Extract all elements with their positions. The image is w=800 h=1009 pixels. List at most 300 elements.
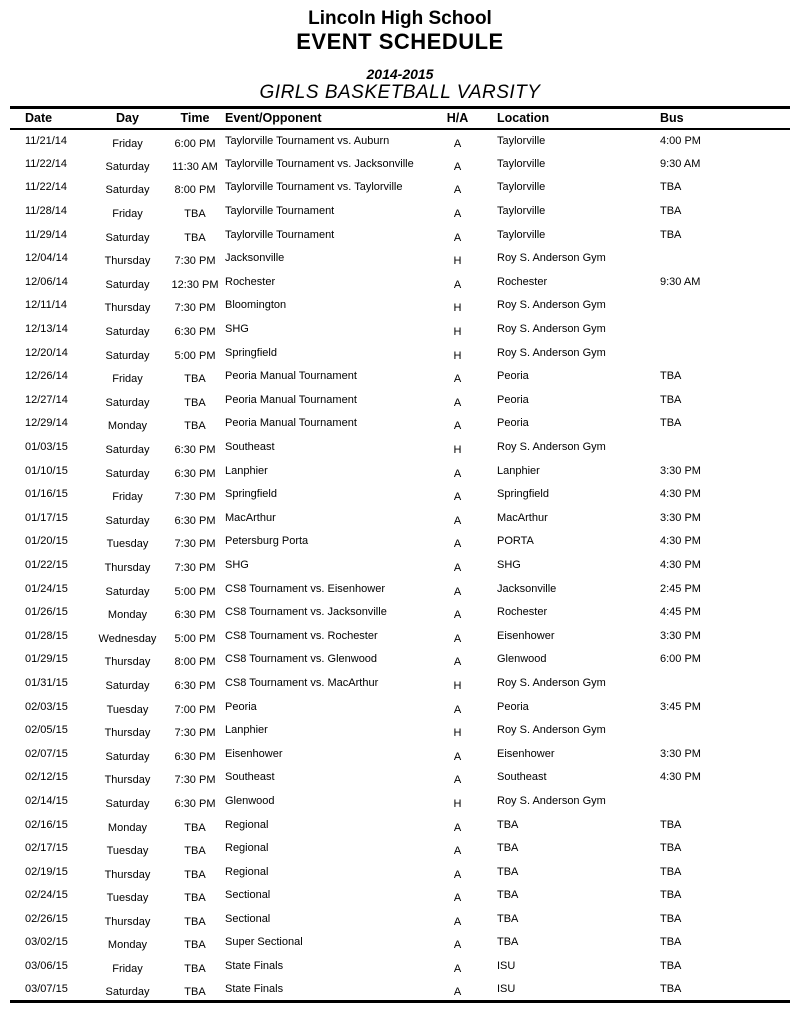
cell-bus: TBA <box>660 393 682 406</box>
cell-bus <box>650 246 790 270</box>
cell-date: 12/06/14 <box>25 275 68 288</box>
cell-ha: A <box>453 160 462 173</box>
cell-event: Eisenhower <box>225 747 283 760</box>
cell-location: Peoria <box>497 393 529 406</box>
cell-time: 11:30 AM <box>172 160 218 173</box>
cell-date: 01/20/15 <box>25 535 68 548</box>
cell-event: Petersburg Porta <box>225 535 309 548</box>
cell-ha: H <box>453 302 462 315</box>
cell-date: 01/16/15 <box>25 488 68 501</box>
column-header-time: Time <box>180 111 210 126</box>
cell-time: 7:00 PM <box>174 703 216 716</box>
cell-bus: TBA <box>660 818 682 831</box>
cell-bus: 4:45 PM <box>660 606 701 619</box>
cell-date: 11/28/14 <box>25 205 68 218</box>
cell-location: Rochester <box>497 275 548 288</box>
cell-time: 6:30 PM <box>174 797 216 810</box>
table-row <box>10 577 790 601</box>
cell-ha: A <box>453 845 462 858</box>
cell-bus <box>650 341 790 365</box>
cell-event: CS8 Tournament vs. Eisenhower <box>225 582 385 595</box>
cell-ha: A <box>453 420 462 433</box>
cell-bus: TBA <box>660 982 682 995</box>
cell-time: 6:30 PM <box>174 609 216 622</box>
cell-event: Rochester <box>225 275 276 288</box>
cell-day: Saturday <box>105 444 150 457</box>
cell-event: SHG <box>225 558 249 571</box>
cell-bus: 2:45 PM <box>660 582 701 595</box>
table-row <box>10 624 790 648</box>
cell-bus: TBA <box>660 842 682 855</box>
cell-location: Eisenhower <box>497 747 555 760</box>
cell-bus <box>650 789 790 813</box>
table-row <box>10 176 790 200</box>
table-row <box>10 530 790 554</box>
cell-bus: 4:00 PM <box>660 134 701 147</box>
table-row <box>10 884 790 908</box>
cell-time: TBA <box>184 396 206 409</box>
cell-time: 6:30 PM <box>174 444 216 457</box>
cell-date: 12/26/14 <box>25 370 68 383</box>
cell-event: Jacksonville <box>225 252 285 265</box>
table-row <box>10 317 790 341</box>
cell-date: 11/22/14 <box>25 157 68 170</box>
cell-location: SHG <box>497 558 521 571</box>
cell-day: Saturday <box>105 750 150 763</box>
cell-location: Peoria <box>497 417 529 430</box>
table-row <box>10 836 790 860</box>
cell-date: 02/05/15 <box>25 724 68 737</box>
cell-time: 7:30 PM <box>174 302 216 315</box>
cell-ha: H <box>453 797 462 810</box>
cell-ha: A <box>453 656 462 669</box>
cell-event: Glenwood <box>225 794 275 807</box>
cell-location: Lanphier <box>497 464 540 477</box>
cell-event: State Finals <box>225 982 284 995</box>
cell-date: 12/11/14 <box>25 299 68 312</box>
cell-date: 03/02/15 <box>25 936 68 949</box>
cell-time: 7:30 PM <box>174 561 216 574</box>
table-row <box>10 860 790 884</box>
cell-location: Glenwood <box>497 653 547 666</box>
cell-day: Monday <box>107 420 148 433</box>
table-row <box>10 695 790 719</box>
schedule-table <box>10 106 790 1003</box>
cell-day: Thursday <box>104 774 151 787</box>
table-row <box>10 199 790 223</box>
cell-ha: A <box>453 467 462 480</box>
cell-date: 01/10/15 <box>25 464 68 477</box>
cell-ha: A <box>453 915 462 928</box>
school-name: Lincoln High School <box>308 8 492 29</box>
cell-event: Sectional <box>225 889 271 902</box>
cell-date: 02/16/15 <box>25 818 68 831</box>
cell-location: Taylorville <box>497 157 546 170</box>
cell-event: Springfield <box>225 346 277 359</box>
cell-ha: A <box>453 939 462 952</box>
cell-day: Thursday <box>104 868 151 881</box>
table-row <box>10 388 790 412</box>
column-header-date: Date <box>25 111 53 126</box>
cell-date: 02/26/15 <box>25 912 68 925</box>
cell-bus: TBA <box>660 889 682 902</box>
cell-day: Thursday <box>104 561 151 574</box>
cell-time: TBA <box>184 939 206 952</box>
cell-bus: TBA <box>660 370 682 383</box>
cell-event: Taylorville Tournament vs. Taylorville <box>225 181 403 194</box>
cell-date: 12/13/14 <box>25 323 68 336</box>
cell-location: Roy S. Anderson Gym <box>497 724 606 737</box>
column-header-event: Event/Opponent <box>225 111 322 126</box>
cell-ha: A <box>453 703 462 716</box>
cell-ha: A <box>453 774 462 787</box>
cell-day: Saturday <box>105 985 150 998</box>
cell-event: Southeast <box>225 441 275 454</box>
cell-location: TBA <box>497 818 519 831</box>
cell-day: Saturday <box>105 326 150 339</box>
cell-ha: H <box>453 679 462 692</box>
cell-time: TBA <box>184 915 206 928</box>
table-row <box>10 671 790 695</box>
cell-day: Saturday <box>105 231 150 244</box>
cell-event: SHG <box>225 323 249 336</box>
cell-location: TBA <box>497 936 519 949</box>
table-row <box>10 600 790 624</box>
cell-day: Thursday <box>104 255 151 268</box>
cell-location: Peoria <box>497 700 529 713</box>
cell-event: Taylorville Tournament vs. Auburn <box>225 134 390 147</box>
cell-event: CS8 Tournament vs. MacArthur <box>225 676 379 689</box>
cell-date: 02/07/15 <box>25 747 68 760</box>
cell-day: Saturday <box>105 184 150 197</box>
cell-event: Southeast <box>225 771 275 784</box>
cell-day: Friday <box>112 208 143 221</box>
cell-date: 11/22/14 <box>25 181 68 194</box>
cell-event: Super Sectional <box>225 936 303 949</box>
cell-time: TBA <box>184 845 206 858</box>
table-row <box>10 270 790 294</box>
table-row <box>10 789 790 813</box>
cell-ha: A <box>453 868 462 881</box>
cell-event: Taylorville Tournament <box>225 228 335 241</box>
cell-ha: A <box>453 985 462 998</box>
cell-time: 7:30 PM <box>174 538 216 551</box>
cell-event: CS8 Tournament vs. Glenwood <box>225 653 378 666</box>
cell-event: MacArthur <box>225 511 276 524</box>
cell-bus: TBA <box>660 936 682 949</box>
cell-location: Jacksonville <box>497 582 557 595</box>
column-header-ha: H/A <box>446 111 469 126</box>
cell-day: Friday <box>112 373 143 386</box>
cell-event: Regional <box>225 865 269 878</box>
cell-time: 7:30 PM <box>174 774 216 787</box>
cell-time: TBA <box>184 868 206 881</box>
cell-location: TBA <box>497 912 519 925</box>
cell-day: Friday <box>112 137 143 150</box>
cell-bus <box>650 671 790 695</box>
cell-day: Thursday <box>104 915 151 928</box>
cell-event: Bloomington <box>225 299 287 312</box>
cell-bus <box>650 294 790 318</box>
cell-location: Eisenhower <box>497 629 555 642</box>
table-row <box>10 718 790 742</box>
team-subtitle: GIRLS BASKETBALL VARSITY <box>259 82 541 103</box>
table-row <box>10 412 790 436</box>
cell-location: Roy S. Anderson Gym <box>497 794 606 807</box>
cell-bus: TBA <box>660 228 682 241</box>
cell-date: 03/06/15 <box>25 960 68 973</box>
column-header-location: Location <box>497 111 550 126</box>
cell-day: Thursday <box>104 727 151 740</box>
cell-date: 02/12/15 <box>25 771 68 784</box>
cell-location: Taylorville <box>497 134 546 147</box>
cell-date: 01/31/15 <box>25 676 68 689</box>
cell-day: Saturday <box>105 278 150 291</box>
cell-location: MacArthur <box>497 511 548 524</box>
cell-ha: A <box>453 585 462 598</box>
cell-event: Sectional <box>225 912 271 925</box>
cell-bus <box>650 317 790 341</box>
cell-event: Peoria Manual Tournament <box>225 393 357 406</box>
cell-ha: A <box>453 491 462 504</box>
cell-bus: TBA <box>660 912 682 925</box>
table-row <box>10 813 790 837</box>
cell-day: Tuesday <box>106 892 149 905</box>
cell-date: 01/29/15 <box>25 653 68 666</box>
season-label: 2014-2015 <box>366 66 434 82</box>
cell-ha: A <box>453 208 462 221</box>
cell-date: 01/24/15 <box>25 582 68 595</box>
cell-time: 12:30 PM <box>171 278 219 291</box>
table-row <box>10 648 790 672</box>
column-header-day: Day <box>116 111 139 126</box>
cell-time: TBA <box>184 821 206 834</box>
cell-ha: A <box>453 231 462 244</box>
cell-day: Tuesday <box>106 538 149 551</box>
cell-day: Thursday <box>104 656 151 669</box>
table-row <box>10 482 790 506</box>
table-row <box>10 341 790 365</box>
cell-date: 11/29/14 <box>25 228 68 241</box>
table-header-row <box>10 108 790 129</box>
cell-date: 01/17/15 <box>25 511 68 524</box>
cell-day: Friday <box>112 963 143 976</box>
page-title: EVENT SCHEDULE <box>296 29 504 54</box>
cell-bus: TBA <box>660 181 682 194</box>
cell-bus: 9:30 AM <box>660 157 701 170</box>
cell-date: 12/29/14 <box>25 417 68 430</box>
cell-bus: 3:30 PM <box>660 747 701 760</box>
cell-day: Saturday <box>105 396 150 409</box>
table-row <box>10 978 790 1002</box>
page-header <box>0 0 800 103</box>
table-row <box>10 459 790 483</box>
cell-location: Taylorville <box>497 205 546 218</box>
cell-time: 7:30 PM <box>174 727 216 740</box>
cell-ha: A <box>453 963 462 976</box>
cell-ha: A <box>453 750 462 763</box>
cell-bus: 3:30 PM <box>660 511 701 524</box>
table-row <box>10 907 790 931</box>
cell-day: Saturday <box>105 349 150 362</box>
table-body <box>10 129 790 1002</box>
cell-event: CS8 Tournament vs. Rochester <box>225 629 378 642</box>
cell-bus: TBA <box>660 960 682 973</box>
table-row <box>10 553 790 577</box>
cell-date: 01/22/15 <box>25 558 68 571</box>
cell-date: 12/20/14 <box>25 346 68 359</box>
cell-time: TBA <box>184 231 206 244</box>
cell-date: 02/19/15 <box>25 865 68 878</box>
cell-time: 5:00 PM <box>174 632 216 645</box>
cell-date: 02/24/15 <box>25 889 68 902</box>
cell-bus: 3:30 PM <box>660 629 701 642</box>
cell-location: Roy S. Anderson Gym <box>497 252 606 265</box>
cell-date: 01/26/15 <box>25 606 68 619</box>
cell-location: Roy S. Anderson Gym <box>497 323 606 336</box>
cell-date: 02/17/15 <box>25 842 68 855</box>
cell-time: TBA <box>184 963 206 976</box>
cell-date: 11/21/14 <box>25 134 68 147</box>
cell-date: 02/14/15 <box>25 794 68 807</box>
cell-ha: A <box>453 561 462 574</box>
cell-ha: A <box>453 892 462 905</box>
cell-date: 03/07/15 <box>25 982 68 995</box>
cell-time: 6:30 PM <box>174 750 216 763</box>
cell-event: Taylorville Tournament <box>225 205 335 218</box>
cell-event: Lanphier <box>225 464 268 477</box>
cell-date: 01/28/15 <box>25 629 68 642</box>
cell-bus: 4:30 PM <box>660 558 701 571</box>
cell-time: TBA <box>184 985 206 998</box>
cell-day: Saturday <box>105 797 150 810</box>
cell-bus: 3:45 PM <box>660 700 701 713</box>
cell-ha: H <box>453 444 462 457</box>
cell-ha: A <box>453 373 462 386</box>
cell-event: CS8 Tournament vs. Jacksonville <box>225 606 387 619</box>
cell-bus: 4:30 PM <box>660 535 701 548</box>
cell-location: Taylorville <box>497 228 546 241</box>
table-row <box>10 954 790 978</box>
cell-ha: A <box>453 821 462 834</box>
cell-bus: 4:30 PM <box>660 488 701 501</box>
cell-time: 5:00 PM <box>174 585 216 598</box>
cell-event: Taylorville Tournament vs. Jacksonville <box>225 157 414 170</box>
cell-time: 7:30 PM <box>174 491 216 504</box>
table-row <box>10 506 790 530</box>
cell-day: Wednesday <box>98 632 157 645</box>
cell-location: TBA <box>497 889 519 902</box>
cell-ha: A <box>453 538 462 551</box>
table-row <box>10 152 790 176</box>
cell-bus <box>650 718 790 742</box>
cell-location: Springfield <box>497 488 549 501</box>
cell-bus: TBA <box>660 205 682 218</box>
cell-location: Taylorville <box>497 181 546 194</box>
cell-day: Saturday <box>105 585 150 598</box>
cell-date: 01/03/15 <box>25 441 68 454</box>
cell-day: Thursday <box>104 302 151 315</box>
cell-day: Tuesday <box>106 845 149 858</box>
cell-time: TBA <box>184 373 206 386</box>
cell-location: Roy S. Anderson Gym <box>497 299 606 312</box>
cell-time: TBA <box>184 208 206 221</box>
cell-day: Saturday <box>105 160 150 173</box>
cell-date: 12/27/14 <box>25 393 68 406</box>
cell-bus: TBA <box>660 865 682 878</box>
table-row <box>10 742 790 766</box>
cell-time: TBA <box>184 892 206 905</box>
cell-time: TBA <box>184 420 206 433</box>
cell-time: 6:30 PM <box>174 679 216 692</box>
cell-event: Lanphier <box>225 724 268 737</box>
cell-day: Saturday <box>105 679 150 692</box>
cell-time: 6:30 PM <box>174 514 216 527</box>
cell-day: Friday <box>112 491 143 504</box>
cell-day: Monday <box>107 821 148 834</box>
cell-day: Monday <box>107 609 148 622</box>
cell-ha: A <box>453 184 462 197</box>
table-row <box>10 246 790 270</box>
cell-location: TBA <box>497 865 519 878</box>
cell-time: 7:30 PM <box>174 255 216 268</box>
cell-bus <box>650 435 790 459</box>
cell-ha: H <box>453 326 462 339</box>
cell-event: State Finals <box>225 960 284 973</box>
cell-time: 8:00 PM <box>174 184 216 197</box>
cell-location: Southeast <box>497 771 547 784</box>
cell-ha: A <box>453 137 462 150</box>
cell-location: ISU <box>497 960 516 973</box>
cell-day: Saturday <box>105 514 150 527</box>
cell-day: Tuesday <box>106 703 149 716</box>
table-row <box>10 223 790 247</box>
table-row <box>10 766 790 790</box>
cell-location: ISU <box>497 982 516 995</box>
cell-location: Rochester <box>497 606 548 619</box>
cell-bus: 3:30 PM <box>660 464 701 477</box>
cell-day: Monday <box>107 939 148 952</box>
cell-time: 6:30 PM <box>174 467 216 480</box>
cell-bus: 4:30 PM <box>660 771 701 784</box>
cell-time: 6:00 PM <box>174 137 216 150</box>
cell-ha: A <box>453 278 462 291</box>
cell-ha: H <box>453 349 462 362</box>
cell-location: Peoria <box>497 370 529 383</box>
cell-date: 12/04/14 <box>25 252 68 265</box>
table-row <box>10 931 790 955</box>
cell-time: 5:00 PM <box>174 349 216 362</box>
table-row <box>10 435 790 459</box>
cell-event: Regional <box>225 818 269 831</box>
cell-ha: H <box>453 255 462 268</box>
cell-event: Peoria Manual Tournament <box>225 370 357 383</box>
cell-location: Roy S. Anderson Gym <box>497 441 606 454</box>
cell-time: 8:00 PM <box>174 656 216 669</box>
cell-ha: A <box>453 396 462 409</box>
cell-ha: A <box>453 609 462 622</box>
table-row <box>10 129 790 153</box>
table-head <box>10 108 790 129</box>
cell-location: Roy S. Anderson Gym <box>497 676 606 689</box>
table-row <box>10 294 790 318</box>
cell-location: Roy S. Anderson Gym <box>497 346 606 359</box>
cell-date: 02/03/15 <box>25 700 68 713</box>
cell-location: TBA <box>497 842 519 855</box>
table-row <box>10 364 790 388</box>
column-header-bus: Bus <box>660 111 684 126</box>
cell-event: Regional <box>225 842 269 855</box>
